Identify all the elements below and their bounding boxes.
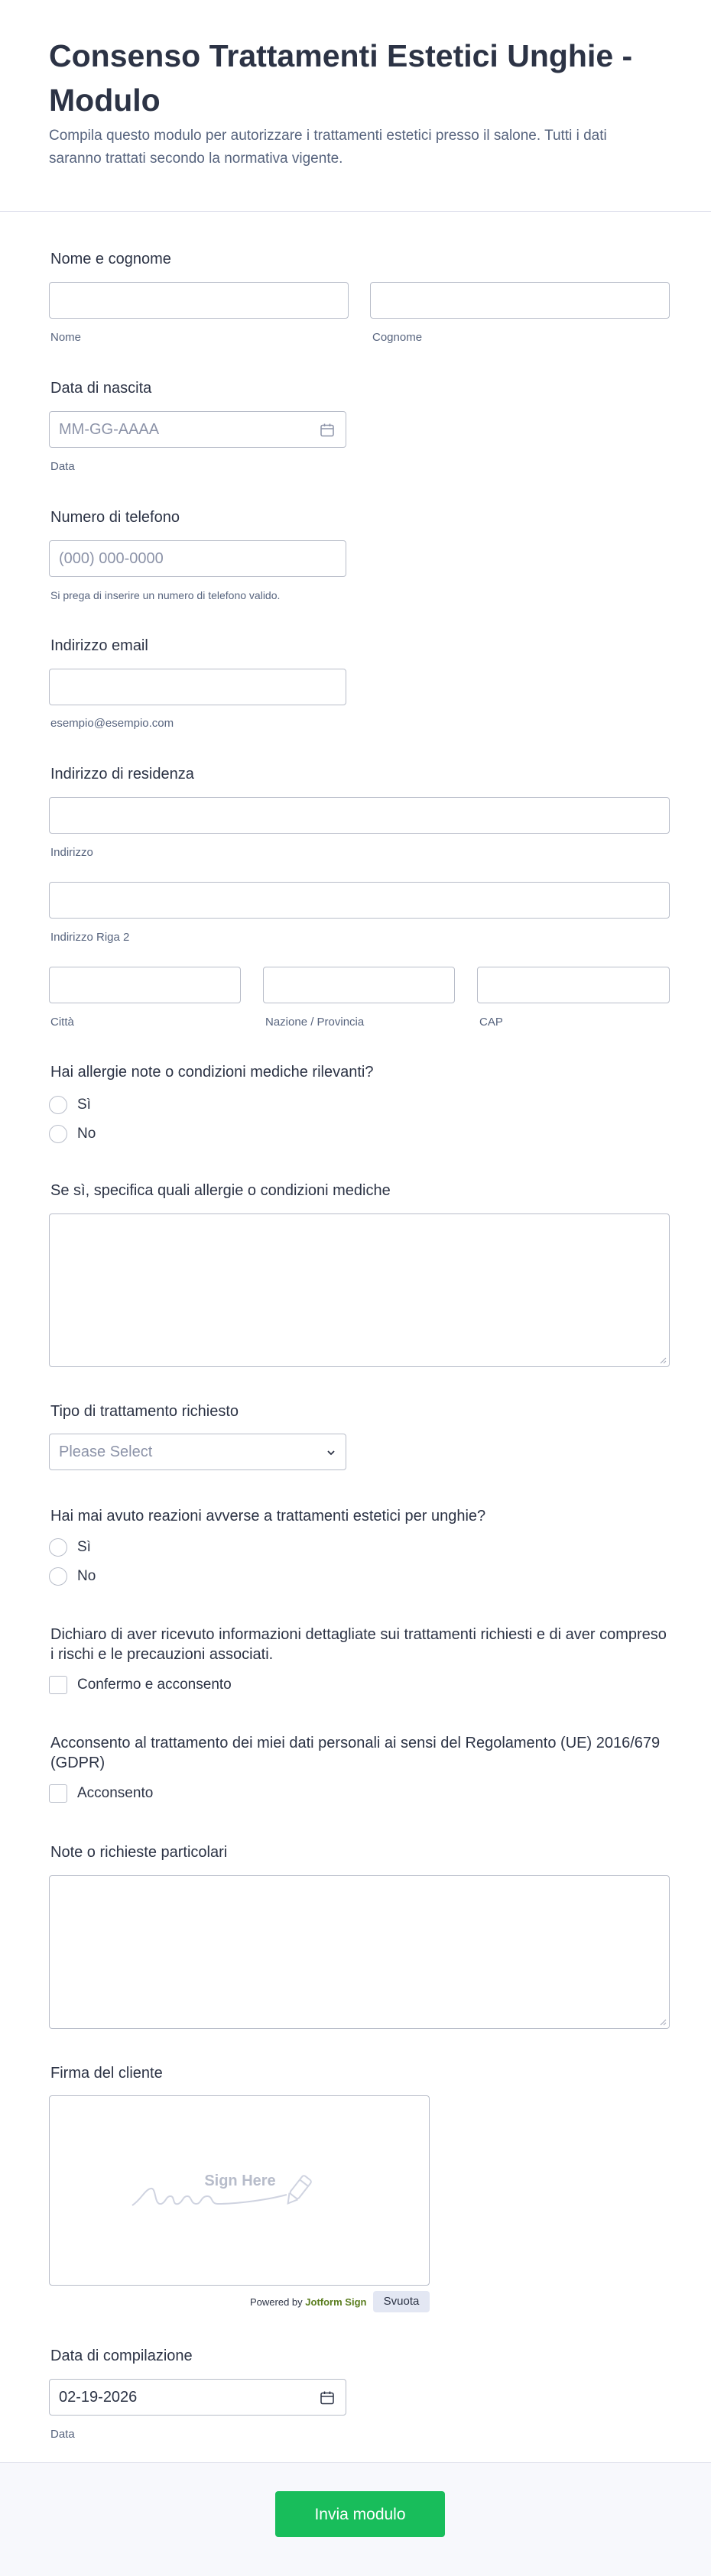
- powered-by-prefix: Powered by: [250, 2296, 303, 2308]
- state-input[interactable]: [263, 967, 455, 1003]
- fill-date-value: 02-19-2026: [59, 2389, 138, 2406]
- treatment-selected-value: Please Select: [59, 1444, 153, 1460]
- clear-signature-button[interactable]: Svuota: [373, 2291, 430, 2312]
- treatment-select[interactable]: [49, 1434, 346, 1470]
- first-name-sublabel: Nome: [50, 331, 82, 344]
- birthdate-sublabel: Data: [50, 460, 75, 473]
- address-line2-sublabel: Indirizzo Riga 2: [50, 931, 130, 944]
- powered-by: [250, 2296, 366, 2309]
- chevron-down-icon: [326, 1447, 336, 1458]
- treatment-label: Tipo di trattamento richiesto: [50, 1403, 239, 1420]
- allergies-no-radio[interactable]: [49, 1125, 67, 1143]
- resize-grip-icon[interactable]: [659, 1356, 667, 1364]
- fill-date-input[interactable]: [49, 2379, 346, 2416]
- allergies-yes-label[interactable]: Sì: [77, 1097, 91, 1113]
- header-divider: [0, 211, 711, 212]
- email-input[interactable]: [49, 669, 346, 705]
- info-consent-option[interactable]: Confermo e acconsento: [77, 1677, 232, 1693]
- city-sublabel: Città: [50, 1016, 74, 1029]
- allergies-no-label[interactable]: No: [77, 1126, 96, 1142]
- allergies-yes-radio[interactable]: [49, 1096, 67, 1114]
- jotform-sign-brand: Jotform Sign: [305, 2296, 367, 2308]
- zip-input[interactable]: [477, 967, 670, 1003]
- city-input[interactable]: [49, 967, 241, 1003]
- address-label: Indirizzo di residenza: [50, 766, 194, 783]
- reactions-yes-radio[interactable]: [49, 1538, 67, 1557]
- phone-placeholder: (000) 000-0000: [59, 550, 164, 567]
- gdpr-option[interactable]: Acconsento: [77, 1785, 154, 1801]
- signature-placeholder-graphic: [126, 2161, 356, 2222]
- address-line1-input[interactable]: [49, 797, 670, 834]
- fill-date-sublabel: Data: [50, 2428, 75, 2441]
- last-name-input[interactable]: [370, 282, 670, 319]
- form-title: Consenso Trattamenti Estetici Unghie - Modulo: [49, 38, 633, 118]
- submit-button[interactable]: Invia modulo: [275, 2491, 445, 2537]
- allergy-details-textarea[interactable]: [49, 1213, 670, 1367]
- first-name-input[interactable]: [49, 282, 349, 319]
- email-sublabel: esempio@esempio.com: [50, 717, 174, 730]
- gdpr-checkbox[interactable]: [49, 1784, 67, 1803]
- resize-grip-icon[interactable]: [659, 2018, 667, 2026]
- form-subtitle: Compila questo modulo per autorizzare i trattamenti estetici presso il salone. Tutti i dati saranno trattati secondo la normativa vigente.: [49, 128, 607, 167]
- zip-sublabel: CAP: [479, 1016, 503, 1029]
- reactions-label: Hai mai avuto reazioni avverse a trattamenti estetici per unghie?: [50, 1508, 486, 1525]
- reactions-no-label[interactable]: No: [77, 1568, 96, 1584]
- info-consent-checkbox[interactable]: [49, 1676, 67, 1694]
- sign-here-text: Sign Here: [204, 2173, 276, 2189]
- reactions-no-radio[interactable]: [49, 1567, 67, 1586]
- notes-label: Note o richieste particolari: [50, 1844, 228, 1861]
- allergies-label: Hai allergie note o condizioni mediche rilevanti?: [50, 1064, 374, 1081]
- email-label: Indirizzo email: [50, 637, 148, 654]
- address-line2-input[interactable]: [49, 882, 670, 919]
- birthdate-input[interactable]: [49, 411, 346, 448]
- birthdate-label: Data di nascita: [50, 380, 152, 397]
- calendar-icon[interactable]: [320, 423, 335, 438]
- signature-pad[interactable]: [49, 2095, 430, 2286]
- phone-sublabel: Si prega di inserire un numero di telefono valido.: [50, 589, 281, 601]
- address-line1-sublabel: Indirizzo: [50, 846, 93, 859]
- fill-date-label: Data di compilazione: [50, 2348, 193, 2364]
- notes-textarea[interactable]: [49, 1875, 670, 2029]
- phone-input[interactable]: [49, 540, 346, 577]
- phone-label: Numero di telefono: [50, 509, 180, 526]
- signature-label: Firma del cliente: [50, 2065, 163, 2082]
- info-consent-label: Dichiaro di aver ricevuto informazioni dettagliate sui trattamenti richiesti e di aver compreso i rischi e le precauzioni associati.: [50, 1626, 667, 1663]
- last-name-sublabel: Cognome: [372, 331, 423, 344]
- reactions-yes-label[interactable]: Sì: [77, 1539, 91, 1555]
- name-label: Nome e cognome: [50, 251, 171, 267]
- gdpr-label: Acconsento al trattamento dei miei dati personali ai sensi del Regolamento (UE) 2016/679 (GDPR): [50, 1735, 661, 1771]
- birthdate-placeholder: MM-GG-AAAA: [59, 421, 160, 438]
- state-sublabel: Nazione / Provincia: [265, 1016, 365, 1029]
- allergy-details-label: Se sì, specifica quali allergie o condizioni mediche: [50, 1182, 391, 1199]
- calendar-icon[interactable]: [320, 2390, 335, 2406]
